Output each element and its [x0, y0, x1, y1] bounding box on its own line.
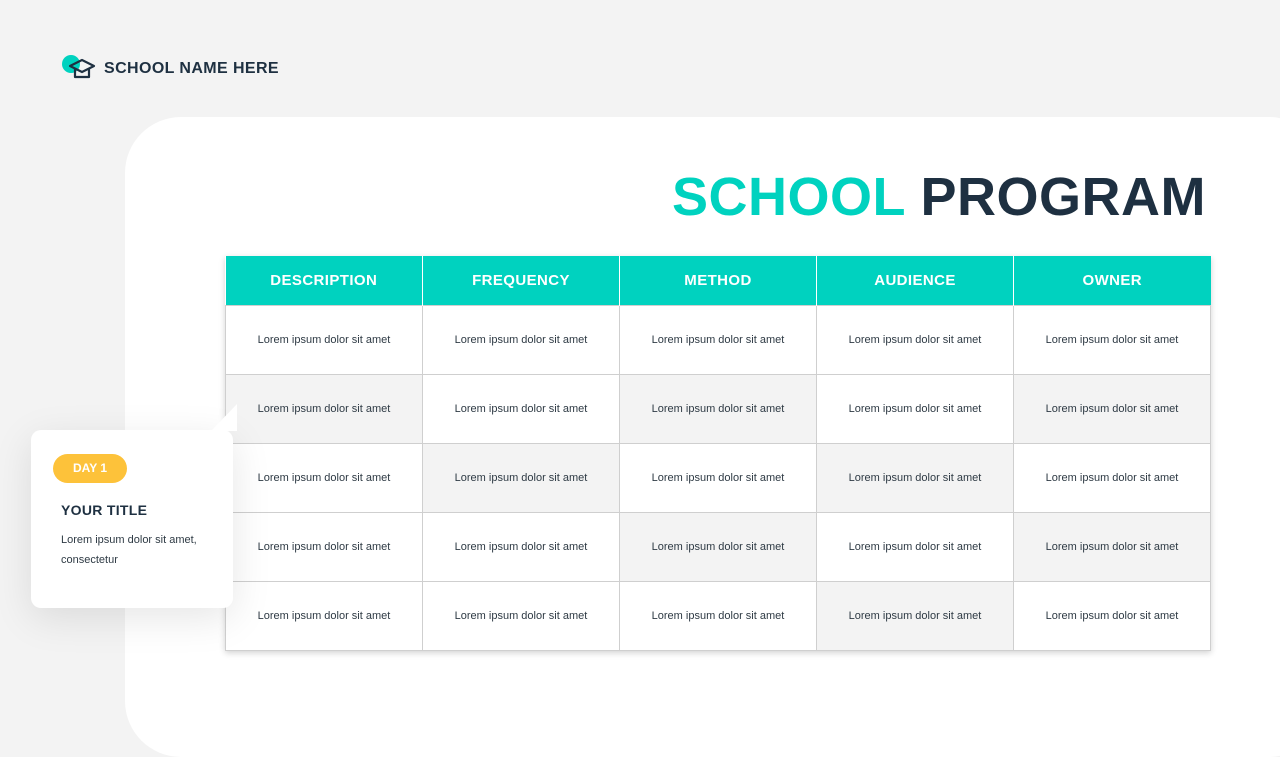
table-cell: Lorem ipsum dolor sit amet: [423, 375, 620, 444]
header-method: METHOD: [620, 256, 817, 306]
table-cell: Lorem ipsum dolor sit amet: [423, 306, 620, 375]
page-title: [672, 166, 1206, 228]
table-cell: Lorem ipsum dolor sit amet: [423, 513, 620, 582]
table-cell: Lorem ipsum dolor sit amet: [817, 444, 1014, 513]
day-callout: [31, 430, 233, 608]
callout-title: YOUR TITLE: [61, 502, 148, 518]
table-row: [226, 375, 1211, 444]
table-cell: Lorem ipsum dolor sit amet: [226, 444, 423, 513]
title-part-1: SCHOOL: [671, 167, 905, 227]
header-frequency: FREQUENCY: [423, 256, 620, 306]
table-cell: Lorem ipsum dolor sit amet: [1014, 513, 1211, 582]
table-cell: Lorem ipsum dolor sit amet: [817, 582, 1014, 651]
table-row: [226, 306, 1211, 375]
table-cell: Lorem ipsum dolor sit amet: [620, 513, 817, 582]
table-cell: Lorem ipsum dolor sit amet: [1014, 375, 1211, 444]
table-cell: Lorem ipsum dolor sit amet: [423, 582, 620, 651]
header-audience: AUDIENCE: [817, 256, 1014, 306]
table-cell: Lorem ipsum dolor sit amet: [1014, 444, 1211, 513]
table-cell: Lorem ipsum dolor sit amet: [620, 375, 817, 444]
table-cell: Lorem ipsum dolor sit amet: [620, 444, 817, 513]
table-cell: Lorem ipsum dolor sit amet: [226, 513, 423, 582]
table-cell: Lorem ipsum dolor sit amet: [817, 375, 1014, 444]
table-cell: Lorem ipsum dolor sit amet: [423, 444, 620, 513]
graduation-cap-icon: [62, 55, 96, 83]
day-badge: DAY 1: [53, 454, 127, 483]
table-cell: Lorem ipsum dolor sit amet: [226, 306, 423, 375]
table-row: [226, 513, 1211, 582]
school-logo: [62, 55, 279, 83]
table-row: [226, 582, 1211, 651]
callout-body: Lorem ipsum dolor sit amet, consectetur: [61, 534, 197, 566]
table-cell: Lorem ipsum dolor sit amet: [226, 582, 423, 651]
table-cell: Lorem ipsum dolor sit amet: [817, 306, 1014, 375]
program-table: [225, 256, 1211, 651]
table-cell: Lorem ipsum dolor sit amet: [620, 582, 817, 651]
table-cell: Lorem ipsum dolor sit amet: [1014, 306, 1211, 375]
table-cell: Lorem ipsum dolor sit amet: [226, 375, 423, 444]
table-cell: Lorem ipsum dolor sit amet: [620, 306, 817, 375]
table-cell: Lorem ipsum dolor sit amet: [817, 513, 1014, 582]
title-part-2: PROGRAM: [920, 167, 1206, 227]
table-row: [226, 444, 1211, 513]
header-description: DESCRIPTION: [226, 256, 423, 306]
table-header-row: [226, 256, 1211, 306]
school-name: SCHOOL NAME HERE: [104, 60, 280, 77]
callout-pointer: [211, 404, 241, 432]
table-cell: Lorem ipsum dolor sit amet: [1014, 582, 1211, 651]
header-owner: OWNER: [1014, 256, 1211, 306]
